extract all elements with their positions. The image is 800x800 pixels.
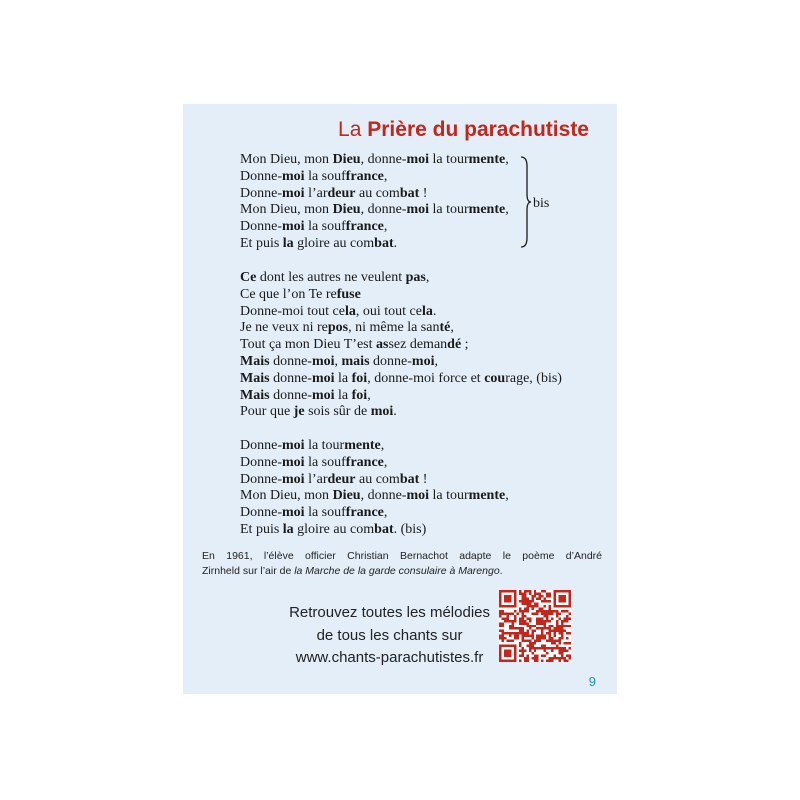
qr-code-icon[interactable] [499,590,571,662]
poem-line: Mon Dieu, mon Dieu, donne-moi la tourmente, [240,202,509,218]
poem-line: Mais donne-moi la foi, [240,387,371,403]
poem-line: Ce dont les autres ne veulent pas, [240,270,430,285]
poem-line: Ce que l’on Te refuse [240,286,361,302]
bis-label: bis [533,196,550,211]
poem-line: Donne-moi la souffrance, [240,505,388,521]
poem-line: Donne-moi la souffrance, [240,454,388,470]
poem-line: Tout ça mon Dieu T’est assez demandé ; [240,337,469,353]
poem-line: Donne-moi la souffrance, [240,219,388,235]
poem-line: Et puis la gloire au combat. [240,235,398,251]
stanza-2 [240,270,562,421]
poem-line: Donne-moi tout cela, oui tout cela. [240,303,437,319]
poem-line: Je ne veux ni repos, ni même la santé, [240,320,454,336]
poem-line: Pour que je sois sûr de moi. [240,404,397,420]
website-link[interactable]: www.chants-parachutistes.fr [295,649,484,666]
poem-line: Donne-moi l’ardeur au combat ! [240,185,428,201]
poem-line: Donne-moi la souffrance, [240,168,388,184]
poem-line: Donne-moi l’ardeur au combat ! [240,471,428,487]
stanza-3 [240,438,509,539]
poem-line: Mon Dieu, mon Dieu, donne-moi la tourmente, [240,152,509,167]
poem-page [183,104,617,694]
poem-line: Mais donne-moi la foi, donne-moi force et courage, (bis) [240,370,562,386]
melodies-promo: Retrouvez toutes les mélodies de tous les chants sur www.chants-parachutistes.fr [289,602,490,670]
author-note: En 1961, l’élève officier Christian Bernachot adapte le poème d’André Zirnheld sur l’air de la Marche de la garde consulaire à Marengo. [202,550,602,577]
page-number: 9 [588,674,596,689]
poem-line: Et puis la gloire au combat. (bis) [240,521,427,537]
poem-line: Donne-moi la tourmente, [240,438,385,453]
stanza-1 [240,152,509,253]
page-title: La Prière du parachutiste [338,118,589,141]
brace-icon [520,156,532,248]
poem-line: Mon Dieu, mon Dieu, donne-moi la tourmente, [240,488,509,504]
poem-line: Mais donne-moi, mais donne-moi, [240,353,438,369]
